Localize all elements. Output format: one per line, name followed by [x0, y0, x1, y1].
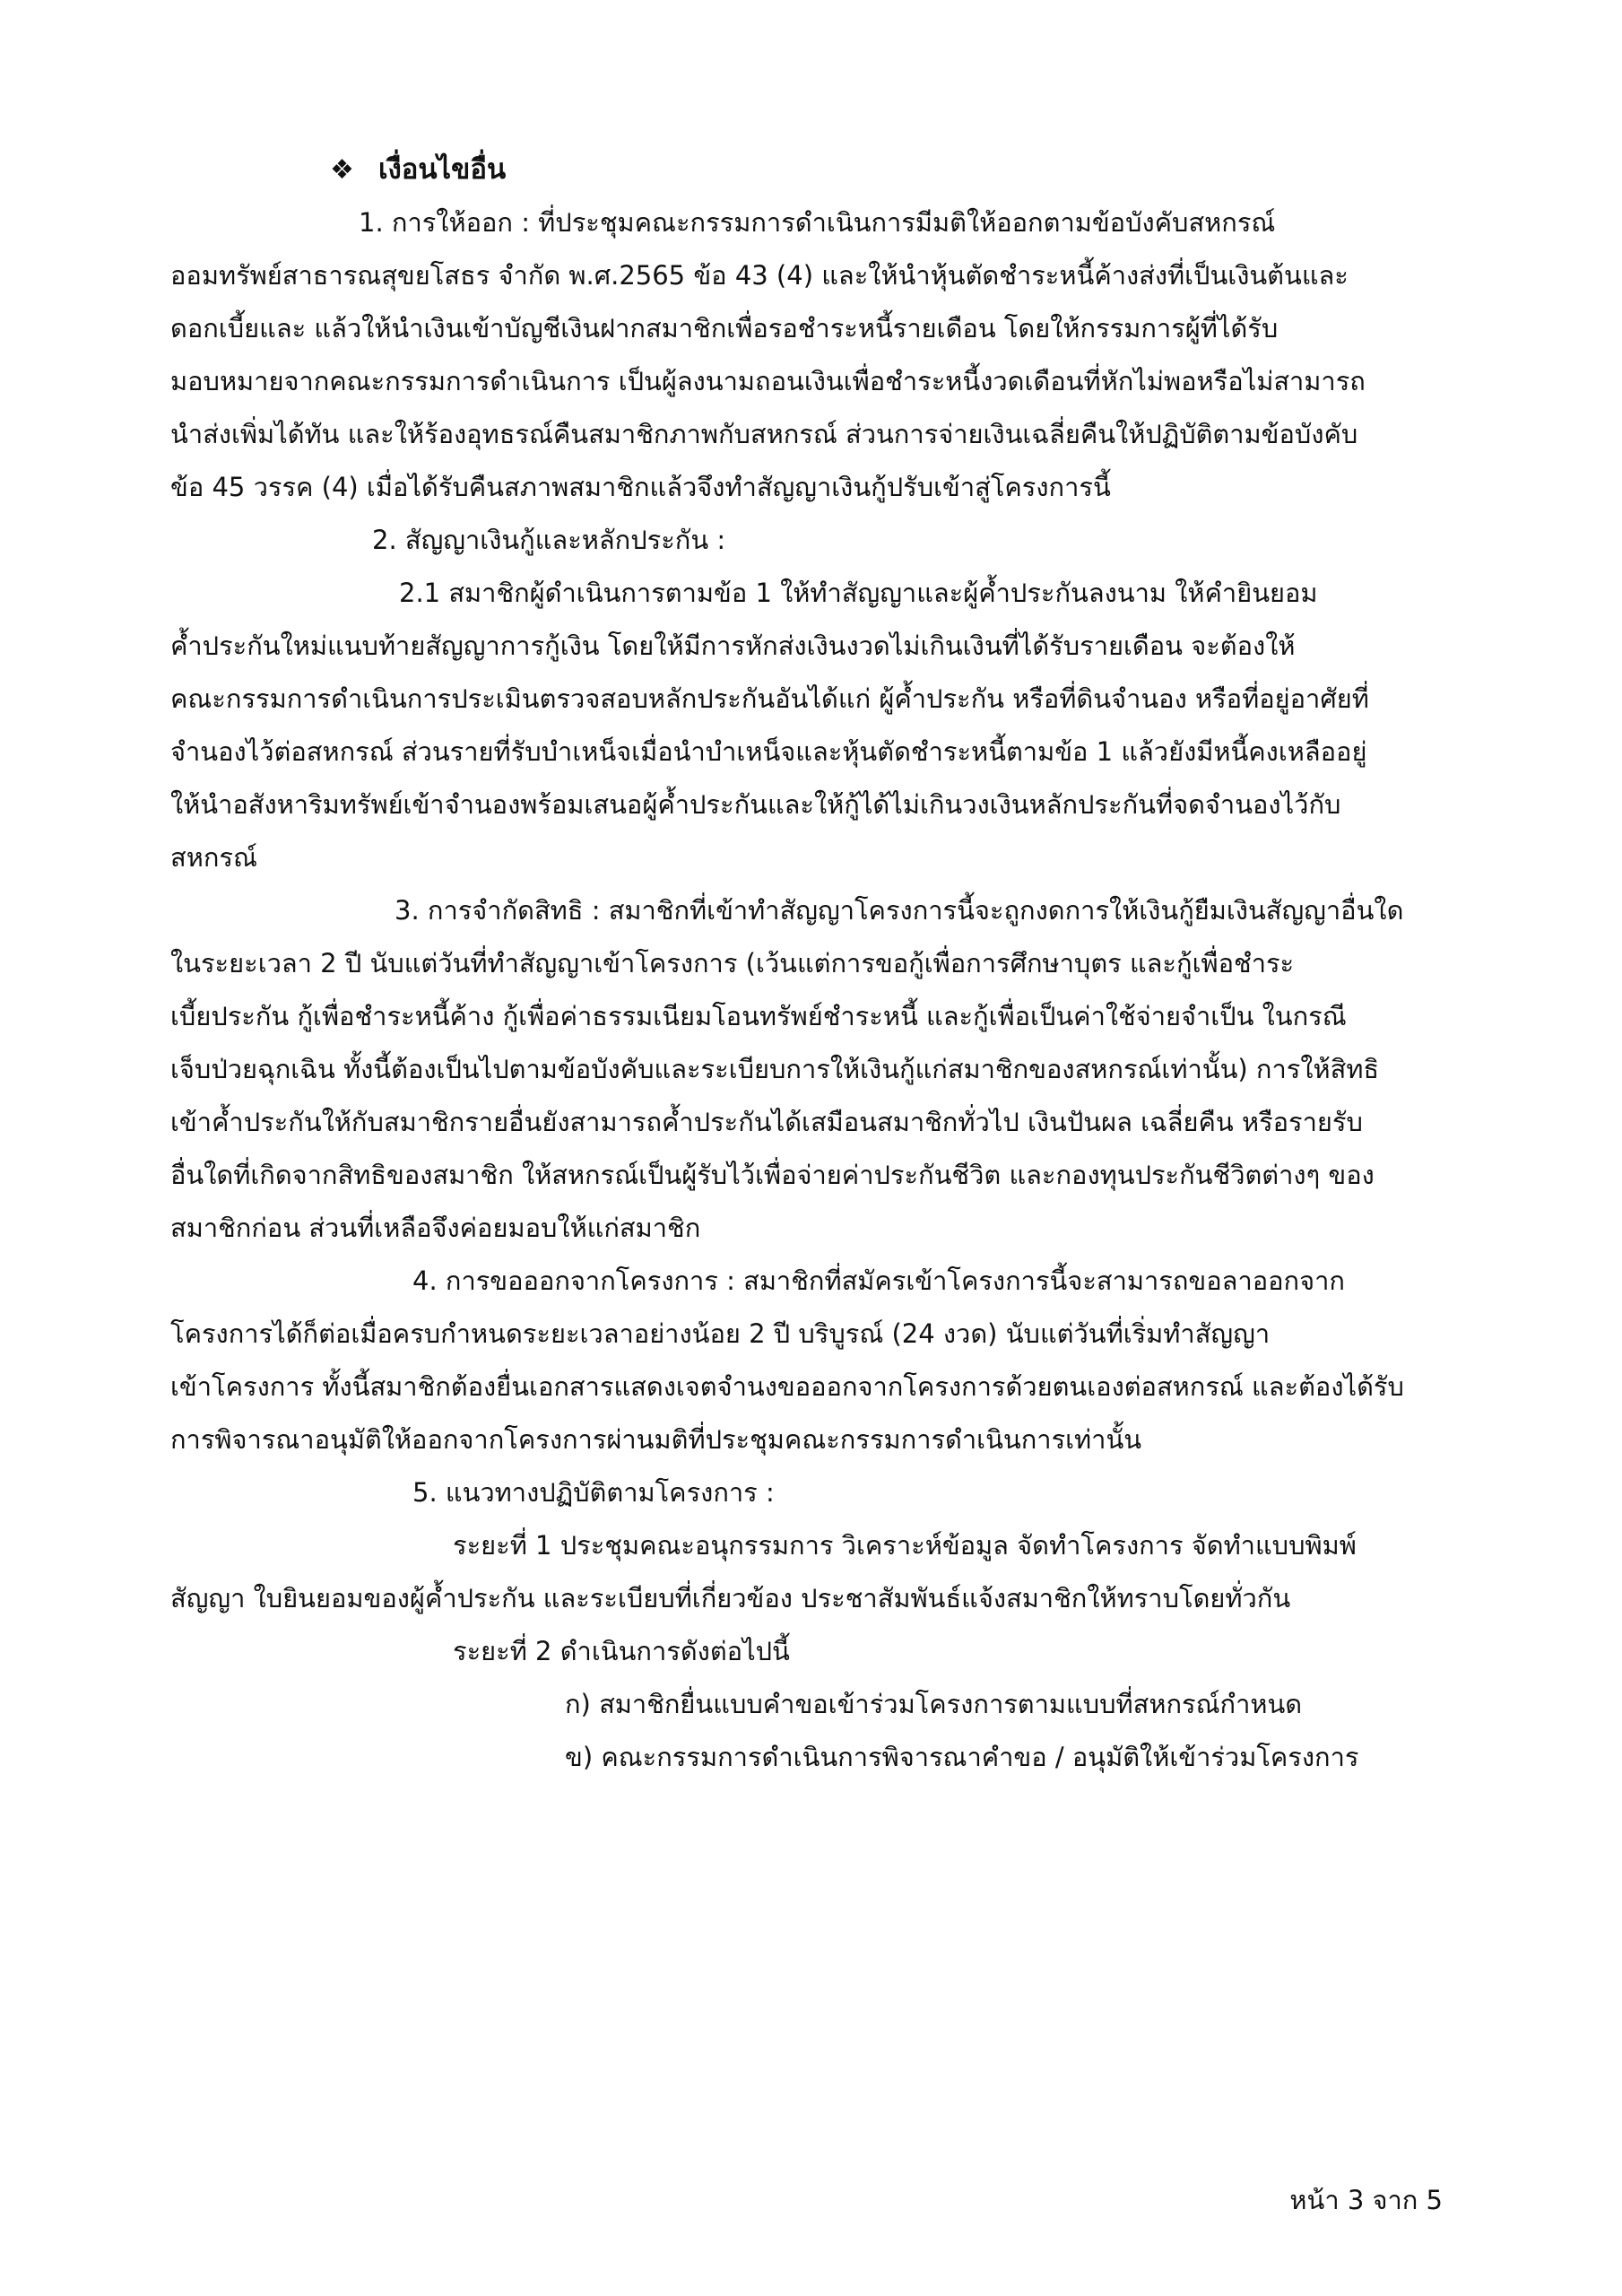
diamond-bullet-icon: ❖ [330, 154, 354, 186]
paragraph-line: การพิจารณาอนุมัติให้ออกจากโครงการผ่านมติที่ประชุมคณะกรรมการดำเนินการเท่านั้น [170, 1424, 1142, 1455]
paragraph-line: 2. สัญญาเงินกู้และหลักประกัน : [372, 525, 726, 555]
paragraph-line: เข้าค้ำประกันให้กับสมาชิกรายอื่นยังสามารถค้ำประกันได้เสมือนสมาชิกทั่วไป เงินปันผล เฉลี่ยคืน หรือรายรับ [170, 1107, 1363, 1137]
paragraph-line: โครงการได้ก็ต่อเมื่อครบกำหนดระยะเวลาอย่างน้อย 2 ปี บริบูรณ์ (24 งวด) นับแต่วันที่เริ่มทำสัญญา [170, 1318, 1271, 1349]
paragraph-loan-contract-heading [170, 514, 1444, 567]
paragraph-guidelines-heading [170, 1466, 1444, 1519]
paragraph-line: เจ็บป่วยฉุกเฉิน ทั้งนี้ต้องเป็นไปตามข้อบังคับและระเบียบการให้เงินกู้แก่สมาชิกของสหกรณ์เท่านั้น) การให้สิทธิ [170, 1054, 1380, 1084]
paragraph-dismissal [170, 196, 1444, 514]
section-heading [330, 144, 1444, 196]
paragraph-phase-2 [170, 1625, 1444, 1678]
heading-title: เงื่อนไขอื่น [378, 153, 507, 186]
paragraph-line: ออมทรัพย์สาธารณสุขยโสธร จำกัด พ.ศ.2565 ข้อ 43 (4) และให้นำหุ้นตัดชำระหนี้ค้างส่งที่เป็นเงินต้นและ [170, 260, 1349, 291]
list-item: ก) สมาชิกยื่นแบบคำขอเข้าร่วมโครงการตามแบบที่สหกรณ์กำหนด [565, 1689, 1303, 1719]
paragraph-line: มอบหมายจากคณะกรรมการดำเนินการ เป็นผู้ลงนามถอนเงินเพื่อชำระหนี้งวดเดือนที่หักไม่พอหรือไม่สามารถ [170, 366, 1366, 396]
paragraph-line: คณะกรรมการดำเนินการประเมินตรวจสอบหลักประกันอันได้แก่ ผู้ค้ำประกัน หรือที่ดินจำนอง หรือที่อยู่อาศัยที่ [170, 683, 1369, 714]
paragraph-line: สมาชิกก่อน ส่วนที่เหลือจึงค่อยมอบให้แก่สมาชิก [170, 1213, 701, 1243]
paragraph-line: จำนองไว้ต่อสหกรณ์ ส่วนรายที่รับบำเหน็จเมื่อนำบำเหน็จและหุ้นตัดชำระหนี้ตามข้อ 1 แล้วยังมีหนี้คงเหลืออยู่ [170, 736, 1367, 767]
paragraph-line: ให้นำอสังหาริมทรัพย์เข้าจำนองพร้อมเสนอผู้ค้ำประกันและให้กู้ได้ไม่เกินวงเงินหลักประกันที่จดจำนองไว้กับ [170, 789, 1341, 820]
paragraph-rights-limitation [170, 884, 1444, 1255]
paragraph-line: 4. การขอออกจากโครงการ : สมาชิกที่สมัครเข้าโครงการนี้จะสามารถขอลาออกจาก [412, 1265, 1345, 1296]
paragraph-line: สหกรณ์ [170, 842, 257, 873]
paragraph-line: เบี้ยประกัน กู้เพื่อชำระหนี้ค้าง กู้เพื่อค่าธรรมเนียมโอนทรัพย์ชำระหนี้ และกู้เพื่อเป็นค่าใช้จ่ายจำเป็น ในกรณี [170, 1001, 1347, 1031]
page-number: หน้า 3 จาก 5 [1289, 2185, 1443, 2215]
document-body [170, 144, 1444, 1784]
paragraph-line: 3. การจำกัดสิทธิ : สมาชิกที่เข้าทำสัญญาโครงการนี้จะถูกงดการให้เงินกู้ยืมเงินสัญญาอื่นใด [395, 895, 1404, 926]
paragraph-line: ข้อ 45 วรรค (4) เมื่อได้รับคืนสภาพสมาชิกแล้วจึงทำสัญญาเงินกู้ปรับเข้าสู่โครงการนี้ [170, 472, 1111, 502]
paragraph-phase-1 [170, 1519, 1444, 1625]
paragraph-line: 2.1 สมาชิกผู้ดำเนินการตามข้อ 1 ให้ทำสัญญาและผู้ค้ำประกันลงนาม ให้คำยินยอม [399, 578, 1318, 608]
list-phase-2-steps [170, 1678, 1444, 1784]
paragraph-line: 1. การให้ออก : ที่ประชุมคณะกรรมการดำเนินการมีมติให้ออกตามข้อบังคับสหกรณ์ [359, 207, 1276, 238]
paragraph-line: อื่นใดที่เกิดจากสิทธิของสมาชิก ให้สหกรณ์เป็นผู้รับไว้เพื่อจ่ายค่าประกันชีวิต และกองทุนประกันชีวิตต่างๆ ของ [170, 1160, 1375, 1190]
list-item: ข) คณะกรรมการดำเนินการพิจารณาคำขอ / อนุมัติให้เข้าร่วมโครงการ [565, 1742, 1359, 1772]
paragraph-line: สัญญา ใบยินยอมของผู้ค้ำประกัน และระเบียบที่เกี่ยวข้อง ประชาสัมพันธ์แจ้งสมาชิกให้ทราบโดยทั่วกัน [170, 1583, 1291, 1613]
paragraph-line: ค้ำประกันใหม่แนบท้ายสัญญาการกู้เงิน โดยให้มีการหักส่งเงินงวดไม่เกินเงินที่ได้รับรายเดือน จะต้องให้ [170, 631, 1296, 661]
paragraph-line: นำส่งเพิ่มได้ทัน และให้ร้องอุทธรณ์คืนสมาชิกภาพกับสหกรณ์ ส่วนการจ่ายเงินเฉลี่ยคืนให้ปฏิบัติตามข้อบังคับ [170, 419, 1358, 449]
paragraph-line: ดอกเบี้ยและ แล้วให้นำเงินเข้าบัญชีเงินฝากสมาชิกเพื่อรอชำระหนี้รายเดือน โดยให้กรรมการผู้ที่ได้รับ [170, 313, 1279, 344]
paragraph-line: ระยะที่ 2 ดำเนินการดังต่อไปนี้ [453, 1636, 790, 1666]
paragraph-withdrawal [170, 1255, 1444, 1466]
paragraph-line: ระยะที่ 1 ประชุมคณะอนุกรรมการ วิเคราะห์ข้อมูล จัดทำโครงการ จัดทำแบบพิมพ์ [453, 1530, 1357, 1561]
paragraph-line: 5. แนวทางปฏิบัติตามโครงการ : [412, 1477, 775, 1508]
paragraph-line: เข้าโครงการ ทั้งนี้สมาชิกต้องยื่นเอกสารแสดงเจตจำนงขอออกจากโครงการด้วยตนเองต่อสหกรณ์ และต้องได้รับ [170, 1371, 1404, 1402]
paragraph-line: ในระยะเวลา 2 ปี นับแต่วันที่ทำสัญญาเข้าโครงการ (เว้นแต่การขอกู้เพื่อการศึกษาบุตร และกู้เพื่อชำระ [170, 948, 1295, 978]
paragraph-loan-contract [170, 567, 1444, 884]
